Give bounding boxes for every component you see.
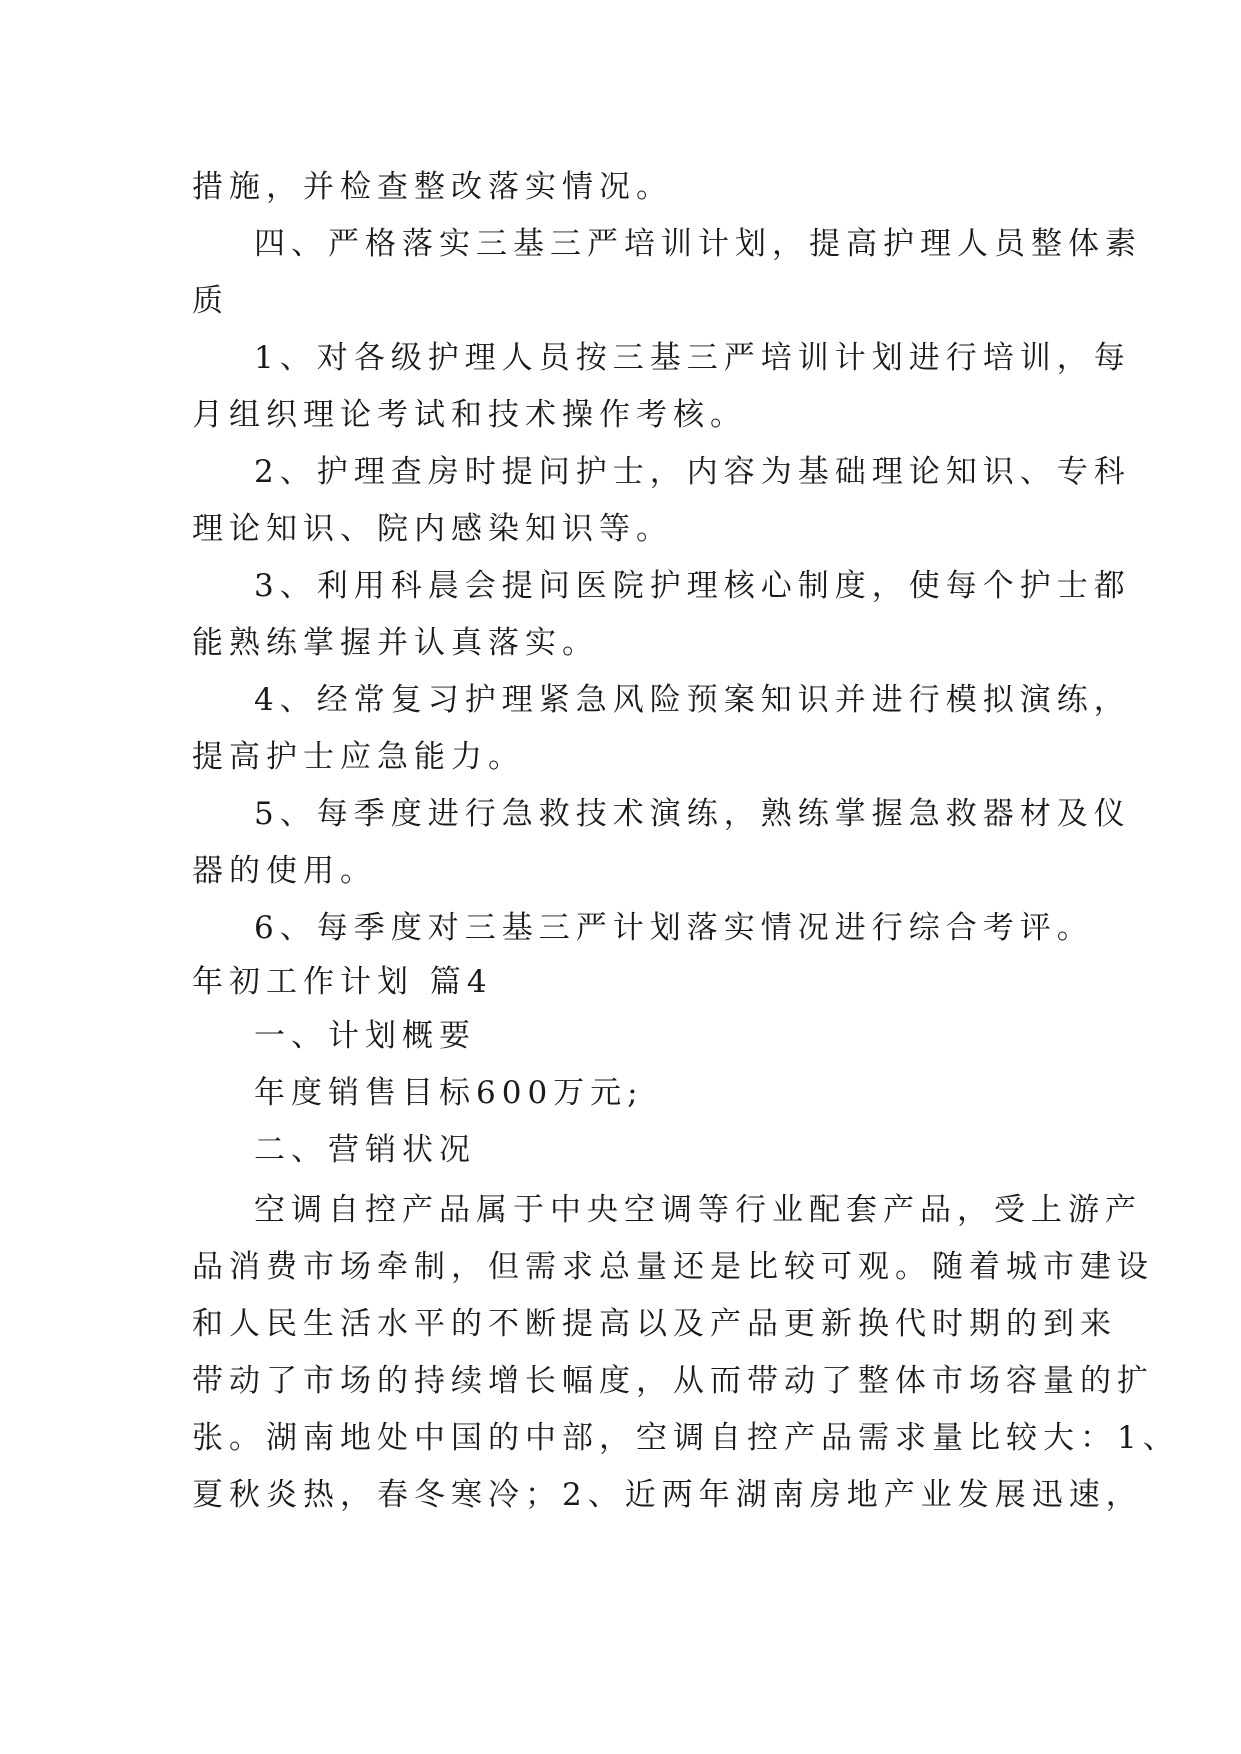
list-item: 3、利用科晨会提问医院护理核心制度，使每个护士都: [254, 568, 1131, 604]
paragraph-line: 张。湖南地处中国的中部，空调自控产品需求量比较大：1、: [192, 1420, 1180, 1456]
text-line: 质: [192, 283, 229, 319]
paragraph-line: 夏秋炎热，春冬寒冷；2、近两年湖南房地产业发展迅速，: [192, 1477, 1143, 1513]
paragraph-line: 带动了市场的持续增长幅度，从而带动了整体市场容量的扩: [192, 1363, 1154, 1399]
article-title: 年初工作计划 篇4: [192, 964, 493, 1000]
paragraph-line: 空调自控产品属于中央空调等行业配套产品，受上游产: [254, 1192, 1142, 1228]
text-line: 月组织理论考试和技术操作考核。: [192, 397, 747, 433]
text-line: 能熟练掌握并认真落实。: [192, 625, 599, 661]
list-item: 4、经常复习护理紧急风险预案知识并进行模拟演练，: [254, 682, 1131, 718]
list-item: 1、对各级护理人员按三基三严培训计划进行培训，每: [254, 340, 1131, 376]
list-item: 2、护理查房时提问护士，内容为基础理论知识、专科: [254, 454, 1131, 490]
paragraph-line: 品消费市场牵制，但需求总量还是比较可观。随着城市建设: [192, 1249, 1154, 1285]
list-item: 6、每季度对三基三严计划落实情况进行综合考评。: [254, 910, 1094, 946]
section-heading: 四、严格落实三基三严培训计划，提高护理人员整体素: [254, 226, 1142, 262]
text-line: 提高护士应急能力。: [192, 739, 525, 775]
section-heading: 二、营销状况: [254, 1132, 476, 1168]
text-line: 措施，并检查整改落实情况。: [192, 169, 673, 205]
text-line: 年度销售目标600万元;: [254, 1075, 644, 1111]
paragraph-line: 和人民生活水平的不断提高以及产品更新换代时期的到来: [192, 1306, 1117, 1342]
section-heading: 一、计划概要: [254, 1018, 476, 1054]
text-line: 器的使用。: [192, 853, 377, 889]
list-item: 5、每季度进行急救技术演练，熟练掌握急救器材及仪: [254, 796, 1131, 832]
text-line: 理论知识、院内感染知识等。: [192, 511, 673, 547]
